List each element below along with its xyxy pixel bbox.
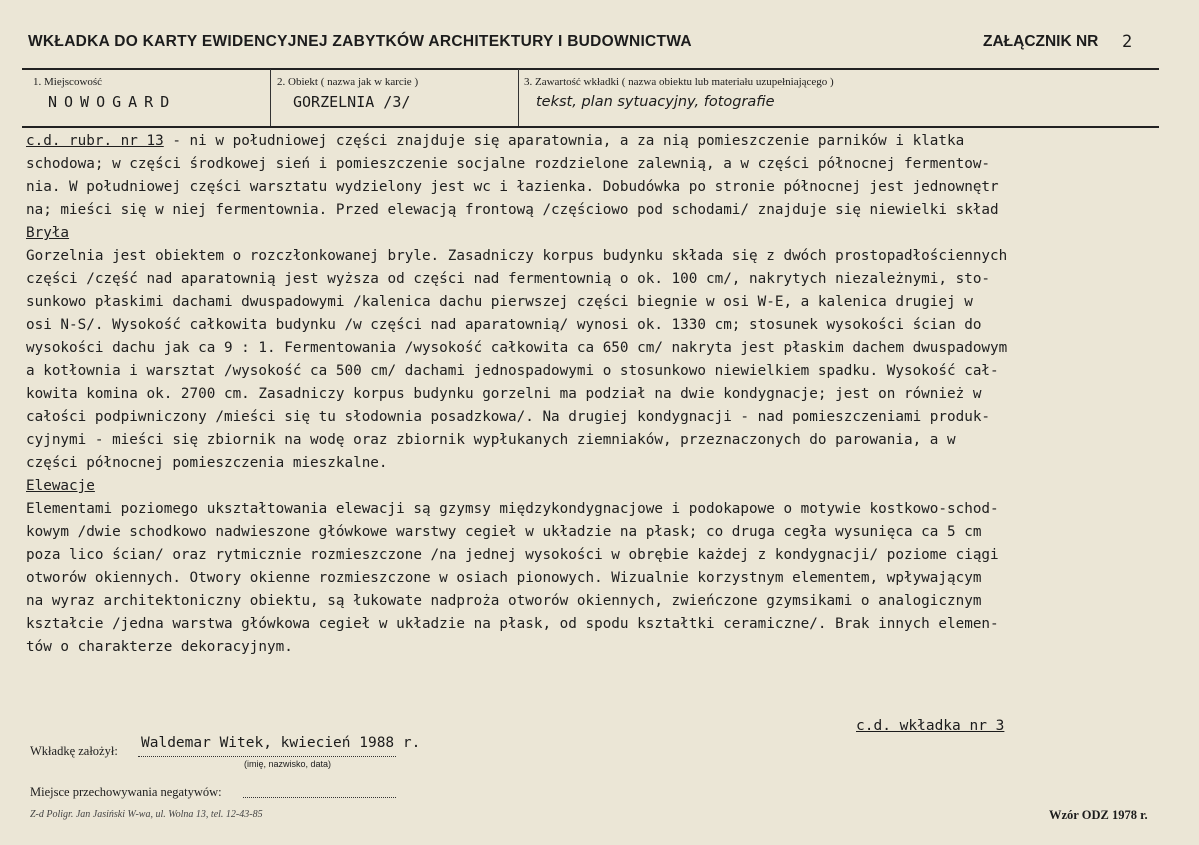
- object-label: 2. Obiekt ( nazwa jak w karcie ): [277, 76, 419, 88]
- section-heading-bryla: Bryła: [26, 225, 70, 241]
- bottom-rule: [22, 126, 1159, 128]
- text-line: na wyraz architektoniczny obiektu, są łukowate nadproża otworów okiennych, zwieńczone gzymsikami o analogicznym: [26, 593, 982, 609]
- text-line: części /część nad aparatownią jest wyższa od części nad fermentownią o ok. 100 cm/, nakrytych niezależnymi, sto-: [26, 271, 991, 287]
- negatives-dotted-line: [243, 797, 396, 798]
- text-line: kształcie /jedna warstwa główkowa cegieł w układzie na płask, od spodu kształtki ceramiczne/. Brak innych elemen-: [26, 616, 999, 632]
- author-caption: (imię, nazwisko, data): [244, 759, 332, 769]
- text-line: osi N-S/. Wysokość całkowita budynku /w części nad aparatownią/ wynosi ok. 1330 cm; stosunek wysokości ścian do: [26, 317, 982, 333]
- text-line: nia. W południowej części warsztatu wydzielony jest wc i łazienka. Dobudówka po stronie północnej jest jednownętr: [26, 179, 999, 195]
- section-heading-elewacje: Elewacje: [26, 478, 95, 494]
- text-line: a kotłownia i warsztat /wysokość ca 500 cm/ dachami jednospadowymi o stosunkowo niewielkiem spadku. Wysokość cał-: [26, 363, 999, 379]
- text-line: poza lico ścian/ oraz rytmicznie rozmieszczone /na jednej wysokości w obrębie każdej z kondygnacji/ poziome ciągi: [26, 547, 999, 563]
- text-line: tów o charakterze dekoracyjnym.: [26, 639, 293, 655]
- negatives-label: Miejsce przechowywania negatywów:: [30, 785, 222, 799]
- section-reference: c.d. rubr. nr 13: [26, 133, 164, 149]
- author-value: Waldemar Witek, kwiecień 1988 r.: [141, 735, 421, 751]
- locality-value: NOWOGARD: [48, 93, 177, 111]
- contents-label: 3. Zawartość wkładki ( nazwa obiektu lub materiału uzupełniającego ): [524, 76, 834, 88]
- text-line: na; mieści się w niej fermentownia. Przed elewacją frontową /częściowo pod schodami/ znajduje się niewielki skład: [26, 202, 999, 218]
- text-line: c.d. rubr. nr 13 - ni w południowej części znajduje się aparatownia, a za nią pomieszczenie parników i klatka: [26, 133, 965, 149]
- top-rule: [22, 68, 1159, 70]
- field-divider: [270, 69, 271, 126]
- text-line: sunkowo płaskimi dachami dwuspadowymi /kalenica dachu pierwszej części biegnie w osi W-E, a kalenica drugiej w: [26, 294, 973, 310]
- form-title: WKŁADKA DO KARTY EWIDENCYJNEJ ZABYTKÓW ARCHITEKTURY I BUDOWNICTWA: [28, 33, 692, 50]
- author-dotted-line: [138, 756, 396, 757]
- author-label: Wkładkę założył:: [30, 744, 118, 758]
- text-line: Elementami poziomego ukształtowania elewacji są gzymsy międzykondygnacjowe i podokapowe o motywie kostkowo-schod-: [26, 501, 999, 517]
- annex-label: ZAŁĄCZNIK NR: [983, 33, 1099, 50]
- object-value: GORZELNIA /3/: [293, 93, 411, 111]
- text-line: kowym /dwie schodkowo nadwieszone główkowe warstwy cegieł w układzie na płask; co druga cegła wysunięca ca 5 cm: [26, 524, 982, 540]
- text-line: schodowa; w części środkowej sień i pomieszczenie socjalne rozdzielone zalewnią, a w części północnej fermentow-: [26, 156, 991, 172]
- printer-imprint: Z-d Poligr. Jan Jasiński W-wa, ul. Wolna 13, tel. 12-43-85: [30, 809, 263, 820]
- text-line: całości podpiwniczony /mieści się tu słodownia posadzkowa/. Na drugiej kondygnacji - nad pomieszczeniami produk-: [26, 409, 991, 425]
- body-text: [26, 130, 1199, 659]
- text-line: otworów okiennych. Otwory okienne rozmieszczone w osiach pionowych. Wizualnie korzystnym elementem, wpływającym: [26, 570, 982, 586]
- locality-label: 1. Miejscowość: [33, 76, 103, 88]
- text-line: Gorzelnia jest obiektem o rozczłonkowanej bryle. Zasadniczy korpus budynku składa się z dwóch prostopadłościennych: [26, 248, 1008, 264]
- text-line: wysokości dachu jak ca 9 : 1. Fermentowania /wysokość całkowita ca 650 cm/ nakryta jest płaskim dachem dwuspadowym: [26, 340, 1008, 356]
- text-line: cyjnymi - mieści się zbiornik na wodę oraz zbiornik wypłukanych ziemniaków, przeznaczonych do parowania, a w: [26, 432, 956, 448]
- field-divider: [518, 69, 519, 126]
- annex-number: 2: [1122, 32, 1133, 52]
- continuation-note: c.d. wkładka nr 3: [856, 718, 1005, 734]
- form-model: Wzór ODZ 1978 r.: [1049, 808, 1148, 822]
- contents-value: tekst, plan sytuacyjny, fotografie: [536, 94, 775, 110]
- text-line: kowita komina ok. 2700 cm. Zasadniczy korpus budynku gorzelni ma podział na dwie kondygnacje; jest on również w: [26, 386, 982, 402]
- text-line: części północnej pomieszczenia mieszkalne.: [26, 455, 388, 471]
